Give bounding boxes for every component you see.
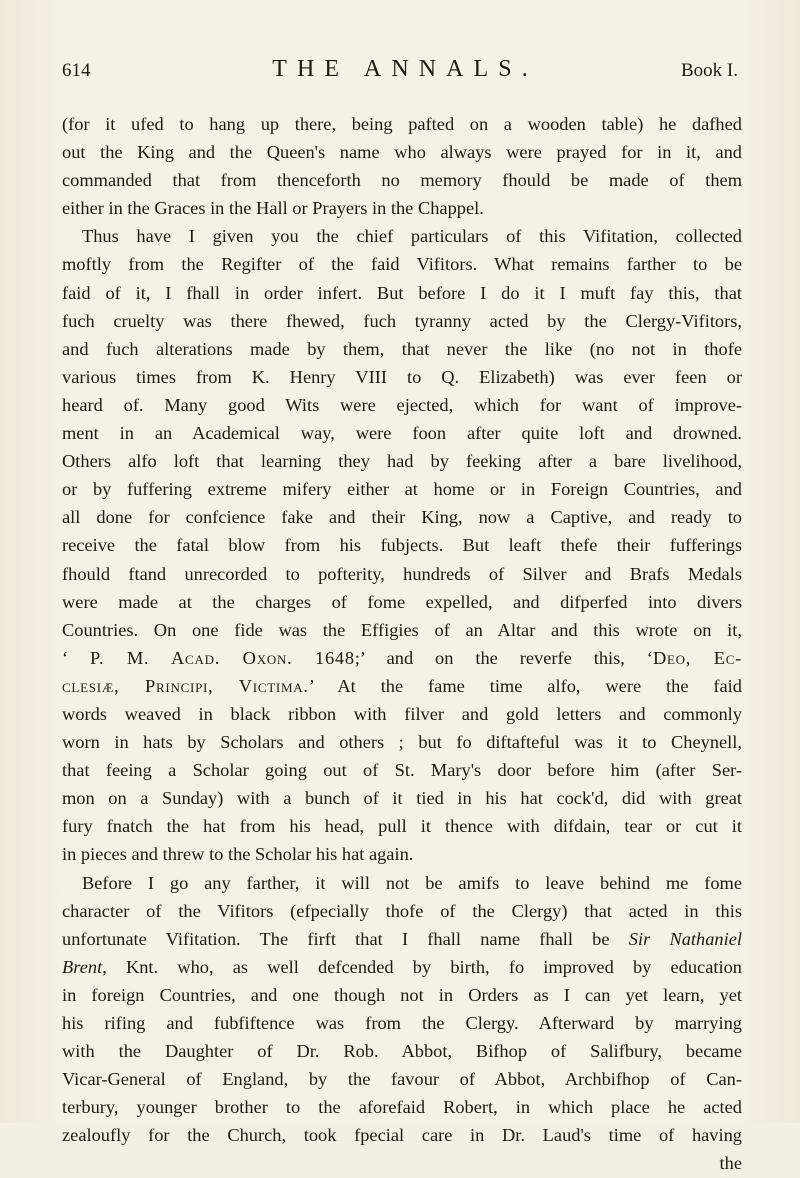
- book-label: Book I.: [681, 60, 738, 81]
- medal-inscription: P. M. Acad. Oxon. 1648: [90, 647, 355, 668]
- text-line: [62, 925, 742, 953]
- text-line: [62, 166, 742, 194]
- line-text: out the King and the Queen's name who always were prayed for in it, and: [62, 142, 742, 163]
- line-text: fury fnatch the hat from his head, pull it thence with difdain, tear or cut it: [62, 816, 742, 837]
- line-text: moftly from the Regifter of the faid Vifitors. What remains farther to be: [62, 254, 742, 275]
- text-line: [62, 672, 742, 700]
- line-text: Others alfo loft that learning they had by feeking after a bare livelihood,: [62, 451, 742, 472]
- text-line: [62, 812, 742, 840]
- catchword: [62, 1149, 742, 1177]
- line-text: ment in an Academical way, were foon after quite loft and drowned.: [62, 423, 742, 444]
- line-text: Before I go any farther, it will not be amifs to leave behind me fome: [82, 872, 742, 893]
- text-line: [62, 250, 742, 278]
- text-line: [62, 756, 742, 784]
- text-line: [62, 981, 742, 1009]
- line-text: faid of it, I fhall in order infert. But before I do it I muft fay this, that: [62, 282, 742, 303]
- line-text: Vicar-General of England, by the favour of Abbot, Archbifhop of Can-: [62, 1069, 742, 1090]
- text-line: [62, 222, 742, 250]
- text-line: [62, 475, 742, 503]
- text-line: [62, 279, 742, 307]
- line-text: heard of. Many good Wits were ejected, which for want of improve-: [62, 394, 742, 415]
- person-name: Brent: [62, 956, 103, 977]
- line-text: receive the fatal blow from his fubjects. But leaft thefe their fufferings: [62, 535, 742, 556]
- text-line: [62, 1121, 742, 1149]
- text-line: [62, 419, 742, 447]
- line-text: Countries. On one fide was the Effigies of an Altar and this wrote on it,: [62, 619, 742, 640]
- line-text: words weaved in black ribbon with filver and gold letters and commonly: [62, 703, 742, 724]
- catchword-text: the: [719, 1153, 742, 1174]
- text-line: [62, 840, 742, 868]
- text-line: [62, 560, 742, 588]
- line-text: worn in hats by Scholars and others ; but fo diftafteful was it to Cheynell,: [62, 732, 742, 753]
- medal-inscription: clesiæ, Principi, Victima.: [62, 675, 309, 696]
- line-text: in pieces and threw to the Scholar his hat again.: [62, 844, 414, 865]
- line-text: all done for confcience fake and their King, now a Captive, and ready to: [62, 507, 742, 528]
- text-line: [62, 138, 742, 166]
- person-name: Sir Nathaniel: [628, 928, 742, 949]
- line-text: , Knt. who, as well defcended by birth, fo improved by education: [102, 956, 742, 977]
- line-text: fuch cruelty was there fhewed, fuch tyranny acted by the Clergy-Vifitors,: [62, 310, 742, 331]
- line-text: unfortunate Vifitation. The firft that I fhall name fhall be: [62, 928, 629, 949]
- text-line: [62, 897, 742, 925]
- line-text: various times from K. Henry VIII to Q. Elizabeth) was ever feen or: [62, 366, 742, 387]
- text-line: [62, 335, 742, 363]
- page-header: [62, 56, 738, 96]
- line-text: (for it ufed to hang up there, being pafted on a wooden table) he dafhed: [62, 114, 742, 134]
- line-text: either in the Graces in the Hall or Prayers in the Chappel.: [62, 198, 484, 219]
- line-text: terbury, younger brother to the aforefaid Robert, in which place he acted: [62, 1097, 742, 1118]
- line-text: fhould ftand unrecorded to pofterity, hundreds of Silver and Brafs Medals: [62, 563, 742, 584]
- text-line: [62, 644, 742, 672]
- line-text: ;’ and on the reverfe this, ‘: [354, 647, 653, 668]
- text-line: [62, 391, 742, 419]
- text-line: [62, 700, 742, 728]
- text-line: [62, 447, 742, 475]
- line-text: in foreign Countries, and one though not in Orders as I can yet learn, yet: [62, 984, 742, 1005]
- text-line: [62, 953, 742, 981]
- line-text: mon on a Sunday) with a bunch of it tied in his hat cock'd, did with great: [62, 788, 742, 809]
- text-line: [62, 307, 742, 335]
- line-text: character of the Vifitors (efpecially thofe of the Clergy) that acted in this: [62, 900, 742, 921]
- line-text: with the Daughter of Dr. Rob. Abbot, Bifhop of Salifbury, became: [62, 1041, 742, 1062]
- running-title: THE ANNALS.: [272, 56, 538, 82]
- text-line: [62, 784, 742, 812]
- text-line: [62, 616, 742, 644]
- line-text: and fuch alterations made by them, that never the like (no not in thofe: [62, 338, 742, 359]
- text-line: [62, 503, 742, 531]
- line-text: or by fuffering extreme mifery either at home or in Foreign Countries, and: [62, 479, 742, 500]
- text-line: [62, 869, 742, 897]
- text-line: [62, 110, 742, 138]
- text-line: [62, 1065, 742, 1093]
- line-text: were made at the charges of fome expelled, and difperfed into divers: [62, 591, 742, 612]
- text-line: [62, 1037, 742, 1065]
- medal-inscription: Deo, Ec-: [652, 647, 742, 668]
- line-text: his rifing and fubfiftence was from the Clergy. Afterward by marrying: [62, 1013, 742, 1033]
- line-text: commanded that from thenceforth no memory fhould be made of them: [62, 170, 742, 191]
- line-text: that feeing a Scholar going out of St. Mary's door before him (after Ser-: [62, 760, 742, 781]
- text-line: [62, 588, 742, 616]
- text-line: [62, 728, 742, 756]
- text-line: [62, 363, 742, 391]
- line-text: zealoufly for the Church, took fpecial care in Dr. Laud's time of having: [62, 1125, 742, 1146]
- line-text: ‘: [62, 647, 91, 668]
- text-line: [62, 1093, 742, 1121]
- line-text: ’ At the fame time alfo, were the faid: [308, 675, 742, 696]
- text-line: [62, 1009, 742, 1037]
- body-text: [62, 110, 742, 1178]
- text-line: [62, 531, 742, 559]
- text-line: [62, 194, 742, 222]
- line-text: Thus have I given you the chief particulars of this Vifitation, collected: [82, 226, 742, 247]
- page-number: 614: [62, 60, 91, 81]
